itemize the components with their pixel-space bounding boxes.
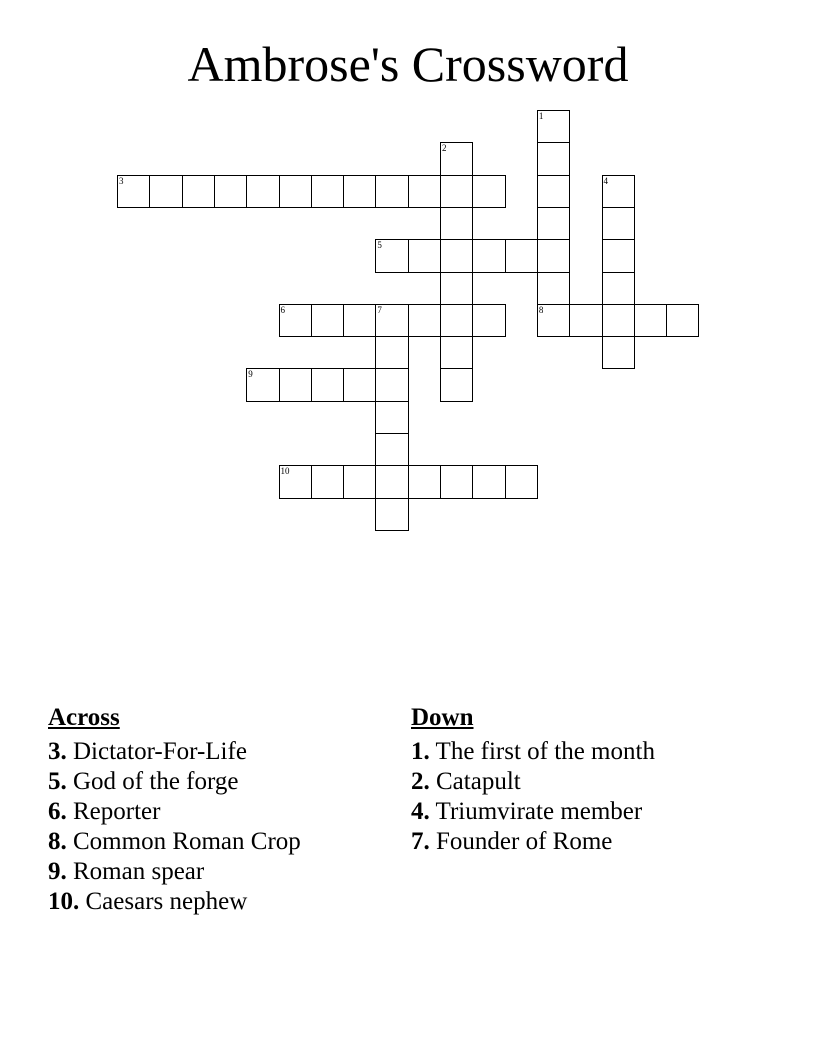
grid-cell[interactable]	[569, 304, 602, 337]
grid-cell[interactable]	[602, 336, 635, 369]
across-clue	[48, 797, 301, 827]
grid-cell[interactable]	[375, 433, 408, 466]
grid-cell[interactable]	[440, 142, 473, 175]
clue-number: 3.	[48, 738, 67, 765]
grid-cell[interactable]	[311, 465, 344, 498]
grid-cell[interactable]	[343, 175, 376, 208]
across-clue	[48, 737, 301, 767]
grid-cell[interactable]	[537, 110, 570, 143]
across-clues-section	[48, 703, 301, 917]
across-clue	[48, 827, 301, 857]
grid-cell[interactable]	[505, 239, 538, 272]
cell-number: 4	[603, 175, 608, 186]
grid-cell[interactable]	[246, 175, 279, 208]
grid-cell[interactable]	[343, 304, 376, 337]
grid-cell[interactable]	[602, 175, 635, 208]
clue-number: 1.	[411, 738, 430, 765]
grid-cell[interactable]	[375, 304, 408, 337]
across-clue	[48, 767, 301, 797]
grid-cell[interactable]	[375, 368, 408, 401]
grid-cell[interactable]	[408, 465, 441, 498]
grid-cell[interactable]	[117, 175, 150, 208]
grid-cell[interactable]	[408, 304, 441, 337]
down-heading: Down	[411, 704, 474, 731]
clue-text: Reporter	[66, 798, 161, 825]
clue-number: 10.	[48, 888, 80, 915]
cell-number: 5	[377, 240, 382, 251]
grid-cell[interactable]	[440, 207, 473, 240]
grid-cell[interactable]	[375, 498, 408, 531]
across-clue	[48, 887, 301, 917]
grid-cell[interactable]	[472, 175, 505, 208]
grid-cell[interactable]	[343, 465, 376, 498]
grid-cell[interactable]	[246, 368, 279, 401]
grid-cell[interactable]	[440, 336, 473, 369]
across-heading: Across	[48, 704, 120, 731]
clue-number: 7.	[411, 828, 430, 855]
grid-cell[interactable]	[408, 175, 441, 208]
down-clue	[411, 827, 655, 857]
clue-text: Triumvirate member	[429, 798, 643, 825]
grid-cell[interactable]	[279, 175, 312, 208]
grid-cell[interactable]	[537, 142, 570, 175]
cell-number: 2	[442, 143, 447, 154]
page-title: Ambrose's Crossword	[187, 36, 629, 92]
clue-text: Catapult	[429, 768, 521, 795]
clue-text: Caesars nephew	[79, 888, 248, 915]
clue-text: The first of the month	[429, 738, 655, 765]
grid-cell[interactable]	[602, 272, 635, 305]
grid-cell[interactable]	[311, 304, 344, 337]
grid-cell[interactable]	[472, 239, 505, 272]
cell-number: 1	[538, 111, 544, 121]
grid-cell[interactable]	[602, 207, 635, 240]
grid-cell[interactable]	[440, 465, 473, 498]
grid-cell[interactable]	[311, 368, 344, 401]
cell-number: 3	[119, 175, 124, 186]
grid-cell[interactable]	[472, 304, 505, 337]
grid-cell[interactable]	[408, 239, 441, 272]
grid-cell[interactable]	[279, 304, 312, 337]
grid-cell[interactable]	[440, 368, 473, 401]
clue-number: 6.	[48, 798, 67, 825]
cell-number: 9	[248, 369, 253, 380]
grid-cell[interactable]	[375, 175, 408, 208]
cell-number: 8	[538, 304, 544, 315]
grid-cell[interactable]	[537, 239, 570, 272]
down-clues-section	[411, 703, 655, 857]
grid-cell[interactable]	[311, 175, 344, 208]
down-clue	[411, 737, 655, 767]
grid-cell[interactable]	[440, 272, 473, 305]
grid-cell[interactable]	[214, 175, 247, 208]
clue-text: God of the forge	[66, 768, 239, 795]
grid-cell[interactable]	[666, 304, 699, 337]
grid-cell[interactable]	[472, 465, 505, 498]
across-clue	[48, 857, 301, 887]
cell-number: 10	[280, 466, 290, 477]
cell-number: 7	[377, 304, 382, 315]
clue-text: Founder of Rome	[429, 828, 613, 855]
grid-cell[interactable]	[375, 239, 408, 272]
grid-cell[interactable]	[149, 175, 182, 208]
grid-cell[interactable]	[375, 401, 408, 434]
grid-cell[interactable]	[634, 304, 667, 337]
clue-text: Common Roman Crop	[66, 828, 301, 855]
grid-cell[interactable]	[440, 239, 473, 272]
grid-cell[interactable]	[375, 336, 408, 369]
grid-cell[interactable]	[537, 304, 570, 337]
grid-cell[interactable]	[279, 465, 312, 498]
down-clue	[411, 797, 655, 827]
grid-cell[interactable]	[602, 239, 635, 272]
grid-cell[interactable]	[375, 465, 408, 498]
clue-text: Dictator-For-Life	[66, 738, 247, 765]
clue-number: 8.	[48, 828, 67, 855]
grid-cell[interactable]	[537, 272, 570, 305]
grid-cell[interactable]	[537, 175, 570, 208]
grid-cell[interactable]	[182, 175, 215, 208]
grid-cell[interactable]	[537, 207, 570, 240]
grid-cell[interactable]	[440, 175, 473, 208]
cell-number: 6	[280, 304, 285, 315]
grid-cell[interactable]	[440, 304, 473, 337]
clue-text: Roman spear	[66, 858, 205, 885]
clue-number: 9.	[48, 858, 67, 885]
grid-cell[interactable]	[602, 304, 635, 337]
down-clue	[411, 767, 655, 797]
clue-number: 5.	[48, 768, 67, 795]
clue-number: 4.	[411, 798, 430, 825]
grid-cell[interactable]	[505, 465, 538, 498]
grid-cell[interactable]	[343, 368, 376, 401]
clue-number: 2.	[411, 768, 430, 795]
grid-cell[interactable]	[279, 368, 312, 401]
